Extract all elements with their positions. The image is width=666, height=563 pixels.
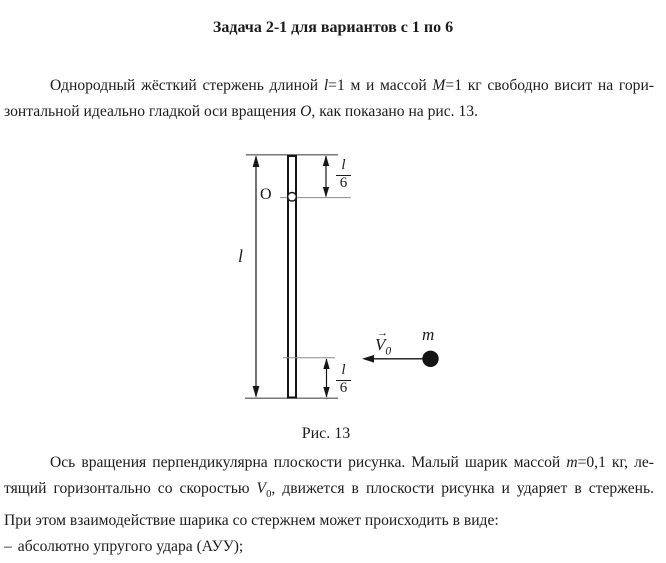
velocity-letter: V [375,335,386,354]
length-dim-arrowhead-down [253,386,260,398]
vector-arrow-icon: → [377,327,388,339]
intro-line-2: зонтальной идеально гладкой оси вращения O, как показано на рис. 13. [4,103,478,120]
figure-caption: Рис. 13 [301,425,351,442]
list-item-elastic-impact: – абсолютно упругого удара (АУУ); [4,538,244,556]
ball [422,351,438,367]
ball-mass-label: m [422,325,435,344]
fraction-denominator: 6 [339,175,348,191]
body-line-1: Ось вращения перпендикулярна плоскости рисунка. Малый шарик массой m=0,1 кг, ле- [50,454,654,471]
fraction-numerator: l [336,361,351,381]
length-dim-arrowhead-up [253,155,260,167]
fraction-numerator: l [336,156,351,176]
body-paragraph [4,450,654,560]
lower-sixth-fraction [336,361,351,396]
page-title: Задача 2-1 для вариантов с 1 по 6 [212,19,454,36]
lower-sixth-arrowhead-down [323,387,329,398]
upper-sixth-fraction [336,156,351,191]
upper-sixth-arrowhead-down [323,187,329,197]
velocity-arrowhead [362,355,374,363]
rod-length-label: l [238,246,244,266]
pivot-label: O [260,186,272,203]
velocity-label [375,327,392,359]
body-line-2: тящий горизонтально со скоростью $V_0$, движется в плоскости рисунка и ударяет в стержень. [4,480,655,501]
upper-sixth-arrowhead-up [323,155,329,166]
fraction-denominator: 6 [339,380,348,396]
lower-sixth-arrowhead-up [323,358,329,369]
body-line-3: При этом взаимодействие шарика со стержнем может происходить в виде: [4,512,499,530]
pivot-circle [288,193,297,202]
intro-line-1: Однородный жёсткий стержень длиной l=1 м и массой M=1 кг свободно висит на гори- [50,77,654,94]
velocity-subscript: 0 [385,344,392,358]
